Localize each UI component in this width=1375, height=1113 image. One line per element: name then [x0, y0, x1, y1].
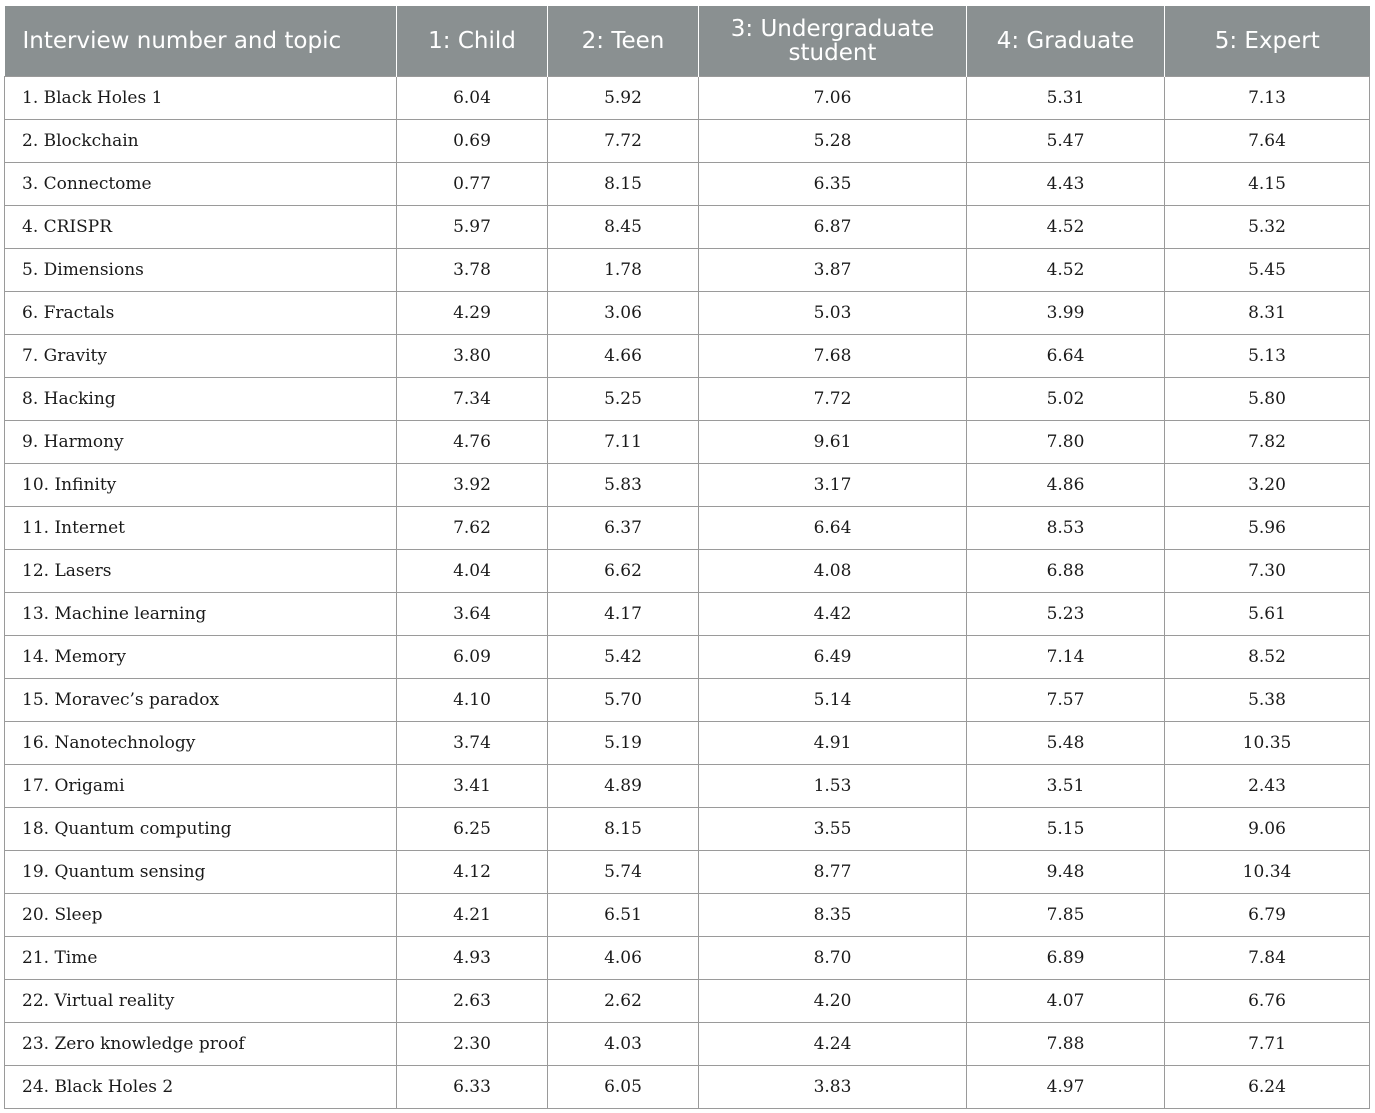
graduate-cell: 5.02: [967, 377, 1165, 420]
undergraduate-cell: 8.70: [699, 936, 967, 979]
child-cell: 3.64: [397, 592, 548, 635]
header-teen: 2: Teen: [548, 6, 699, 76]
teen-cell: 8.45: [548, 205, 699, 248]
teen-cell: 5.83: [548, 463, 699, 506]
child-cell: 4.12: [397, 850, 548, 893]
graduate-cell: 3.51: [967, 764, 1165, 807]
topic-cell: 22. Virtual reality: [5, 979, 397, 1022]
teen-cell: 4.89: [548, 764, 699, 807]
topic-cell: 18. Quantum computing: [5, 807, 397, 850]
expert-cell: 5.96: [1165, 506, 1370, 549]
child-cell: 3.74: [397, 721, 548, 764]
expert-cell: 5.38: [1165, 678, 1370, 721]
teen-cell: 4.66: [548, 334, 699, 377]
child-cell: 0.69: [397, 119, 548, 162]
expert-cell: 4.15: [1165, 162, 1370, 205]
expert-cell: 5.61: [1165, 592, 1370, 635]
child-cell: 6.09: [397, 635, 548, 678]
graduate-cell: 9.48: [967, 850, 1165, 893]
topic-cell: 6. Fractals: [5, 291, 397, 334]
undergraduate-cell: 5.03: [699, 291, 967, 334]
graduate-cell: 5.47: [967, 119, 1165, 162]
expert-cell: 7.71: [1165, 1022, 1370, 1065]
table-row: [5, 1065, 1370, 1108]
child-cell: 3.92: [397, 463, 548, 506]
graduate-cell: 4.07: [967, 979, 1165, 1022]
undergraduate-cell: 7.72: [699, 377, 967, 420]
expert-cell: 9.06: [1165, 807, 1370, 850]
table-body: [5, 76, 1370, 1108]
graduate-cell: 4.52: [967, 205, 1165, 248]
header-undergraduate: 3: Undergraduate student: [699, 6, 967, 76]
teen-cell: 1.78: [548, 248, 699, 291]
child-cell: 7.34: [397, 377, 548, 420]
teen-cell: 4.17: [548, 592, 699, 635]
topic-cell: 7. Gravity: [5, 334, 397, 377]
child-cell: 4.76: [397, 420, 548, 463]
expert-cell: 5.80: [1165, 377, 1370, 420]
child-cell: 6.33: [397, 1065, 548, 1108]
graduate-cell: 7.88: [967, 1022, 1165, 1065]
child-cell: 4.21: [397, 893, 548, 936]
table-row: [5, 635, 1370, 678]
teen-cell: 5.25: [548, 377, 699, 420]
topic-cell: 24. Black Holes 2: [5, 1065, 397, 1108]
undergraduate-cell: 4.20: [699, 979, 967, 1022]
undergraduate-cell: 6.64: [699, 506, 967, 549]
teen-cell: 6.05: [548, 1065, 699, 1108]
table-row: [5, 420, 1370, 463]
graduate-cell: 6.64: [967, 334, 1165, 377]
undergraduate-cell: 6.87: [699, 205, 967, 248]
child-cell: 3.78: [397, 248, 548, 291]
topic-cell: 4. CRISPR: [5, 205, 397, 248]
header-child: 1: Child: [397, 6, 548, 76]
expert-cell: 8.52: [1165, 635, 1370, 678]
graduate-cell: 5.48: [967, 721, 1165, 764]
topic-cell: 9. Harmony: [5, 420, 397, 463]
graduate-cell: 7.80: [967, 420, 1165, 463]
topic-cell: 2. Blockchain: [5, 119, 397, 162]
teen-cell: 7.72: [548, 119, 699, 162]
teen-cell: 5.19: [548, 721, 699, 764]
table-row: [5, 678, 1370, 721]
child-cell: 0.77: [397, 162, 548, 205]
table-row: [5, 76, 1370, 119]
table-row: [5, 850, 1370, 893]
topic-cell: 15. Moravec’s paradox: [5, 678, 397, 721]
teen-cell: 5.74: [548, 850, 699, 893]
undergraduate-cell: 8.77: [699, 850, 967, 893]
teen-cell: 5.70: [548, 678, 699, 721]
topic-cell: 23. Zero knowledge proof: [5, 1022, 397, 1065]
topic-cell: 10. Infinity: [5, 463, 397, 506]
header-row: [5, 6, 1370, 76]
table-row: [5, 334, 1370, 377]
graduate-cell: 5.23: [967, 592, 1165, 635]
child-cell: 3.80: [397, 334, 548, 377]
teen-cell: 6.51: [548, 893, 699, 936]
graduate-cell: 8.53: [967, 506, 1165, 549]
expert-cell: 6.76: [1165, 979, 1370, 1022]
table-row: [5, 936, 1370, 979]
graduate-cell: 4.97: [967, 1065, 1165, 1108]
teen-cell: 3.06: [548, 291, 699, 334]
teen-cell: 6.62: [548, 549, 699, 592]
teen-cell: 4.03: [548, 1022, 699, 1065]
header-expert: 5: Expert: [1165, 6, 1370, 76]
topic-cell: 21. Time: [5, 936, 397, 979]
undergraduate-cell: 3.87: [699, 248, 967, 291]
graduate-cell: 6.88: [967, 549, 1165, 592]
topic-cell: 20. Sleep: [5, 893, 397, 936]
teen-cell: 5.42: [548, 635, 699, 678]
table-row: [5, 764, 1370, 807]
expert-cell: 10.34: [1165, 850, 1370, 893]
expert-cell: 5.32: [1165, 205, 1370, 248]
topic-cell: 17. Origami: [5, 764, 397, 807]
data-table: [4, 6, 1370, 1109]
table-row: [5, 721, 1370, 764]
child-cell: 7.62: [397, 506, 548, 549]
expert-cell: 2.43: [1165, 764, 1370, 807]
table-row: [5, 162, 1370, 205]
undergraduate-cell: 4.24: [699, 1022, 967, 1065]
topic-cell: 14. Memory: [5, 635, 397, 678]
undergraduate-cell: 9.61: [699, 420, 967, 463]
graduate-cell: 6.89: [967, 936, 1165, 979]
data-table-container: [4, 6, 1369, 1109]
table-row: [5, 893, 1370, 936]
expert-cell: 7.82: [1165, 420, 1370, 463]
expert-cell: 6.79: [1165, 893, 1370, 936]
teen-cell: 5.92: [548, 76, 699, 119]
topic-cell: 19. Quantum sensing: [5, 850, 397, 893]
undergraduate-cell: 4.91: [699, 721, 967, 764]
child-cell: 6.04: [397, 76, 548, 119]
table-row: [5, 549, 1370, 592]
topic-cell: 12. Lasers: [5, 549, 397, 592]
undergraduate-cell: 5.28: [699, 119, 967, 162]
undergraduate-cell: 4.42: [699, 592, 967, 635]
teen-cell: 4.06: [548, 936, 699, 979]
teen-cell: 2.62: [548, 979, 699, 1022]
table-row: [5, 506, 1370, 549]
undergraduate-cell: 7.06: [699, 76, 967, 119]
graduate-cell: 3.99: [967, 291, 1165, 334]
expert-cell: 5.45: [1165, 248, 1370, 291]
graduate-cell: 7.57: [967, 678, 1165, 721]
child-cell: 2.30: [397, 1022, 548, 1065]
table-row: [5, 119, 1370, 162]
table-row: [5, 291, 1370, 334]
topic-cell: 5. Dimensions: [5, 248, 397, 291]
teen-cell: 7.11: [548, 420, 699, 463]
table-row: [5, 377, 1370, 420]
table-row: [5, 979, 1370, 1022]
child-cell: 4.29: [397, 291, 548, 334]
graduate-cell: 7.85: [967, 893, 1165, 936]
table-row: [5, 1022, 1370, 1065]
child-cell: 4.93: [397, 936, 548, 979]
undergraduate-cell: 7.68: [699, 334, 967, 377]
table-header: [5, 6, 1370, 76]
expert-cell: 7.13: [1165, 76, 1370, 119]
expert-cell: 8.31: [1165, 291, 1370, 334]
topic-cell: 3. Connectome: [5, 162, 397, 205]
undergraduate-cell: 6.35: [699, 162, 967, 205]
undergraduate-cell: 8.35: [699, 893, 967, 936]
undergraduate-cell: 3.83: [699, 1065, 967, 1108]
child-cell: 5.97: [397, 205, 548, 248]
table-row: [5, 592, 1370, 635]
undergraduate-cell: 3.17: [699, 463, 967, 506]
undergraduate-cell: 5.14: [699, 678, 967, 721]
expert-cell: 7.84: [1165, 936, 1370, 979]
graduate-cell: 4.43: [967, 162, 1165, 205]
expert-cell: 5.13: [1165, 334, 1370, 377]
child-cell: 6.25: [397, 807, 548, 850]
table-row: [5, 205, 1370, 248]
teen-cell: 8.15: [548, 162, 699, 205]
graduate-cell: 5.31: [967, 76, 1165, 119]
undergraduate-cell: 6.49: [699, 635, 967, 678]
header-graduate: 4: Graduate: [967, 6, 1165, 76]
child-cell: 3.41: [397, 764, 548, 807]
expert-cell: 7.30: [1165, 549, 1370, 592]
graduate-cell: 4.52: [967, 248, 1165, 291]
table-row: [5, 248, 1370, 291]
expert-cell: 7.64: [1165, 119, 1370, 162]
undergraduate-cell: 1.53: [699, 764, 967, 807]
undergraduate-cell: 4.08: [699, 549, 967, 592]
header-topic: Interview number and topic: [5, 6, 397, 76]
table-row: [5, 807, 1370, 850]
topic-cell: 13. Machine learning: [5, 592, 397, 635]
graduate-cell: 5.15: [967, 807, 1165, 850]
expert-cell: 10.35: [1165, 721, 1370, 764]
expert-cell: 3.20: [1165, 463, 1370, 506]
topic-cell: 1. Black Holes 1: [5, 76, 397, 119]
graduate-cell: 7.14: [967, 635, 1165, 678]
topic-cell: 16. Nanotechnology: [5, 721, 397, 764]
topic-cell: 8. Hacking: [5, 377, 397, 420]
teen-cell: 8.15: [548, 807, 699, 850]
child-cell: 4.04: [397, 549, 548, 592]
child-cell: 2.63: [397, 979, 548, 1022]
expert-cell: 6.24: [1165, 1065, 1370, 1108]
table-row: [5, 463, 1370, 506]
undergraduate-cell: 3.55: [699, 807, 967, 850]
topic-cell: 11. Internet: [5, 506, 397, 549]
child-cell: 4.10: [397, 678, 548, 721]
teen-cell: 6.37: [548, 506, 699, 549]
graduate-cell: 4.86: [967, 463, 1165, 506]
